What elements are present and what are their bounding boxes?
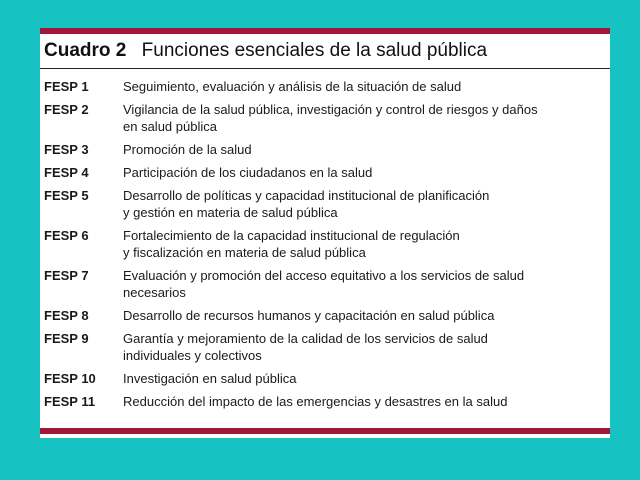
top-accent-bar: [40, 28, 610, 34]
functions-list: [44, 78, 604, 416]
table-title-text: Funciones esenciales de la salud pública: [141, 40, 488, 61]
row-description: Evaluación y promoción del acceso equitativo a los servicios de salud necesarios: [123, 268, 525, 300]
table-label: Cuadro 2: [44, 40, 127, 61]
row-code: FESP 10: [44, 371, 96, 386]
row-code: FESP 1: [44, 79, 89, 94]
row-code: FESP 2: [44, 102, 89, 117]
row-code: FESP 5: [44, 188, 89, 203]
row-description: Garantía y mejoramiento de la calidad de los servicios de salud individuales y colectivos: [123, 331, 488, 363]
table-row: [44, 267, 604, 301]
table-row: [44, 307, 604, 324]
title-divider: [40, 68, 610, 69]
row-description: Vigilancia de la salud pública, investigación y control de riesgos y daños en salud pública: [123, 102, 538, 134]
table-row: [44, 78, 604, 95]
row-description: Fortalecimiento de la capacidad institucional de regulación y fiscalización en materia de salud pública: [123, 228, 460, 260]
row-code: FESP 6: [44, 228, 89, 243]
table-row: [44, 227, 604, 261]
row-code: FESP 3: [44, 142, 89, 157]
row-code: FESP 9: [44, 331, 89, 346]
row-description: Investigación en salud pública: [123, 371, 297, 386]
table-row: [44, 164, 604, 181]
table-sheet: [40, 28, 610, 438]
row-code: FESP 11: [44, 394, 96, 409]
row-description: Reducción del impacto de las emergencias y desastres en la salud: [123, 394, 508, 409]
row-code: FESP 8: [44, 308, 89, 323]
table-row: [44, 101, 604, 135]
bottom-accent-bar: [40, 428, 610, 434]
table-row: [44, 393, 604, 410]
table-row: [44, 141, 604, 158]
table-row: [44, 370, 604, 387]
row-code: FESP 4: [44, 165, 89, 180]
table-row: [44, 187, 604, 221]
row-code: FESP 7: [44, 268, 89, 283]
row-description: Promoción de la salud: [123, 142, 252, 157]
table-title: [44, 40, 604, 66]
row-description: Participación de los ciudadanos en la salud: [123, 165, 373, 180]
row-description: Desarrollo de políticas y capacidad institucional de planificación y gestión en materia de salud pública: [123, 188, 490, 220]
table-row: [44, 330, 604, 364]
row-description: Desarrollo de recursos humanos y capacitación en salud pública: [123, 308, 495, 323]
row-description: Seguimiento, evaluación y análisis de la situación de salud: [123, 79, 462, 94]
